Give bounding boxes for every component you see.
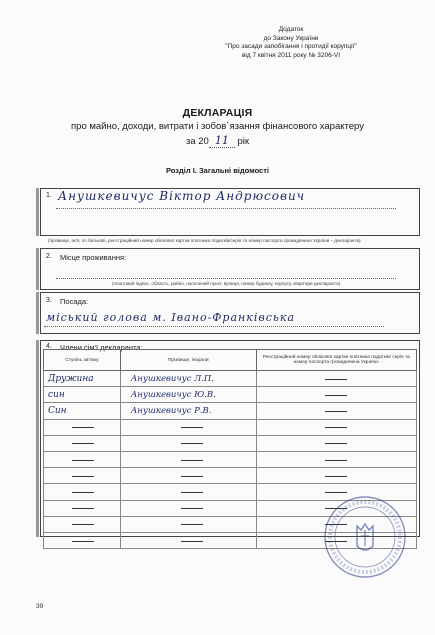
dash-mark [325, 460, 347, 461]
table-row [44, 403, 417, 419]
name-cell [120, 387, 256, 403]
official-stamp [322, 494, 408, 580]
field-2-line [56, 278, 396, 279]
name-cell [120, 532, 256, 548]
field-2-label: Місце проживання: [60, 253, 127, 262]
header-tax-id: Реєстраційний номер облікової картки платника податків/ серія та номер паспорта громадянина України. [256, 350, 416, 371]
name-cell [120, 371, 256, 387]
name-handwritten: Анушкевичус Л.П. [130, 374, 214, 385]
declaration-year [0, 134, 435, 147]
dash-mark [181, 427, 203, 428]
section-1-title: Розділ І. Загальні відомості [165, 166, 269, 175]
tax-id-cell [256, 451, 416, 467]
table-row [44, 451, 417, 467]
name-handwritten: Анушкевичус Р.В. [130, 406, 212, 417]
dash-mark [325, 411, 347, 412]
page-number: 39 [36, 603, 44, 610]
relation-cell [44, 435, 121, 451]
relation-cell [44, 403, 121, 419]
appendix-line: Додаток [278, 26, 304, 33]
relation-cell [44, 532, 121, 548]
table-header-row [44, 350, 417, 371]
declaration-subtitle: про майно, доходи, витрати і зобов`язання фінансового характеру [71, 121, 364, 132]
dash-mark [181, 508, 203, 509]
field-1-line [56, 208, 396, 209]
appendix-header [191, 26, 391, 60]
dash-mark [181, 443, 203, 444]
dash-mark [181, 460, 203, 461]
relation-cell [44, 468, 121, 484]
declaration-title: ДЕКЛАРАЦІЯ [182, 107, 253, 119]
name-cell [120, 468, 256, 484]
tax-id-cell [256, 435, 416, 451]
relation-cell [44, 500, 121, 516]
field-2-caption: (поштовий індекс, область, район, населений пункт, вулиця, номер будинку, корпусу, квартири декларанта) [112, 281, 341, 286]
name-cell [120, 435, 256, 451]
name-handwritten: Анушкевичус Ю.В. [130, 390, 216, 401]
field-2-number: 2. [46, 253, 52, 260]
relation-cell [44, 516, 121, 532]
dash-mark [72, 524, 94, 525]
dash-mark [181, 476, 203, 477]
relation-cell [44, 387, 121, 403]
relation-cell [44, 419, 121, 435]
field-3-line [44, 326, 384, 327]
dash-mark [181, 524, 203, 525]
header-name: Прізвище, ініціали [120, 350, 256, 371]
year-handwritten: 11 [209, 134, 235, 148]
year-suffix: рік [237, 136, 250, 147]
table-row [44, 419, 417, 435]
name-cell [120, 451, 256, 467]
declarant-name-handwritten: Анушкевичус Віктор Андрюсович [58, 189, 306, 203]
table-row [44, 468, 417, 484]
name-cell [120, 484, 256, 500]
name-cell [120, 516, 256, 532]
appendix-line: до Закону України [263, 34, 319, 42]
tax-id-cell [256, 468, 416, 484]
table-row [44, 435, 417, 451]
header-relation: Ступінь зв'язку [44, 350, 121, 371]
dash-mark [72, 476, 94, 477]
position-handwritten: міський голова м. Івано-Франківська [46, 311, 296, 324]
dash-mark [72, 541, 94, 542]
margin-bar [36, 340, 39, 537]
relation-cell [44, 451, 121, 467]
field-3-label: Посада: [60, 297, 89, 306]
dash-mark [72, 508, 94, 509]
relation-handwritten: Дружина [48, 374, 94, 385]
tax-id-cell [256, 403, 416, 419]
tax-id-cell [256, 419, 416, 435]
tax-id-cell [256, 371, 416, 387]
relation-cell [44, 371, 121, 387]
dash-mark [325, 476, 347, 477]
relation-handwritten: Син [48, 406, 67, 417]
dash-mark [325, 427, 347, 428]
field-1-caption: (прізвище, ім'я, по батькові, реєстраційний номер облікової картки платника податків/серія та номер паспорта громадянина України – декларанта) [48, 238, 361, 243]
appendix-line: "Про засади запобігання і протидії корупції" [225, 43, 357, 50]
dash-mark [72, 460, 94, 461]
field-4-number: 4. [46, 343, 52, 350]
dash-mark [325, 492, 347, 493]
table-row [44, 371, 417, 387]
field-3-number: 3. [46, 297, 52, 304]
dash-mark [181, 541, 203, 542]
dash-mark [325, 379, 347, 380]
dash-mark [72, 427, 94, 428]
dash-mark [72, 443, 94, 444]
name-cell [120, 403, 256, 419]
table-row [44, 387, 417, 403]
year-prefix: за 20 [185, 136, 209, 147]
dash-mark [325, 443, 347, 444]
margin-bar [36, 292, 39, 334]
dash-mark [181, 492, 203, 493]
dash-mark [325, 395, 347, 396]
name-cell [120, 419, 256, 435]
dash-mark [72, 492, 94, 493]
name-cell [120, 500, 256, 516]
relation-cell [44, 484, 121, 500]
field-4-label: Члени сім'ї декларанта: [60, 343, 143, 352]
relation-handwritten: син [48, 390, 65, 401]
appendix-line: від 7 квітня 2011 року № 3206-VI [241, 51, 341, 59]
field-1-number: 1. [46, 192, 52, 199]
tax-id-cell [256, 387, 416, 403]
margin-bar [36, 188, 39, 236]
margin-bar [36, 248, 39, 290]
